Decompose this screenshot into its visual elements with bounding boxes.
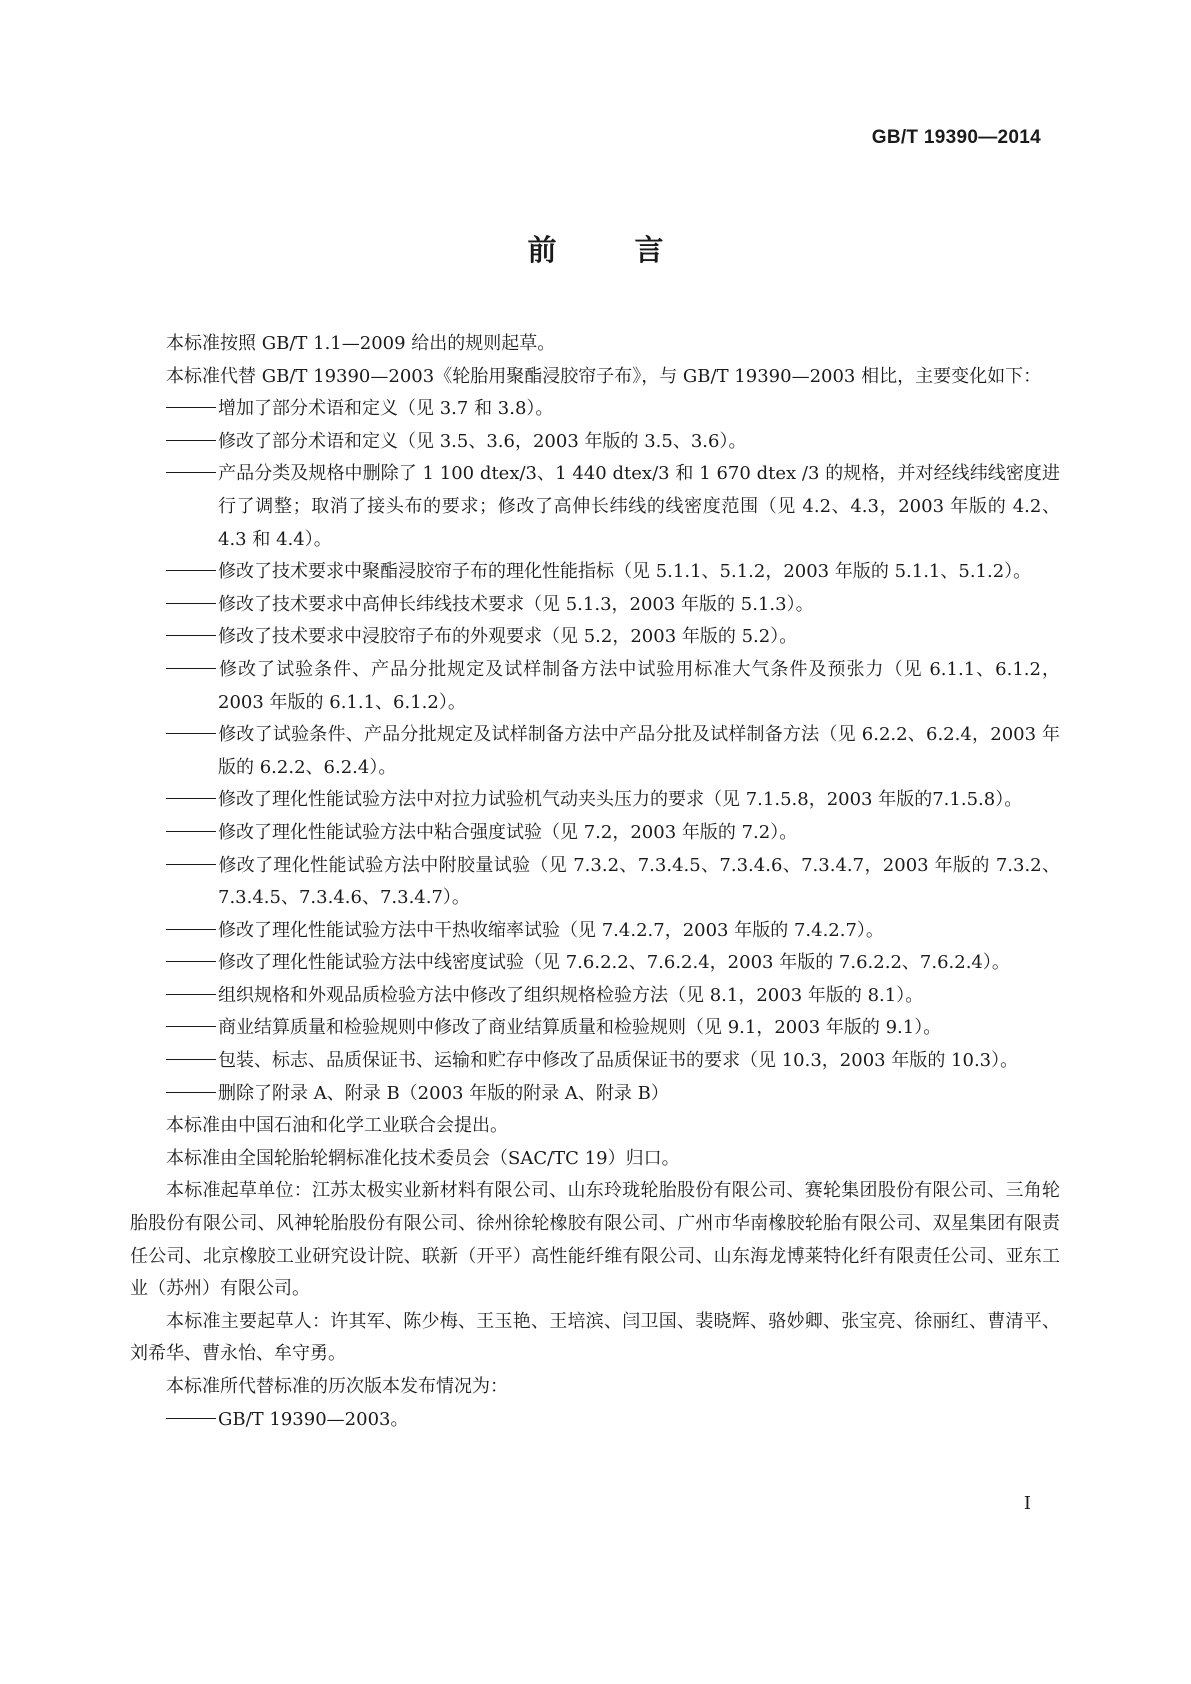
preface-body	[130, 328, 1060, 1436]
change-item: 商业结算质量和检验规则中修改了商业结算质量和检验规则（见 9.1，2003 年版的 9.1）。	[130, 1012, 1060, 1045]
em-dash-marker	[166, 831, 216, 832]
em-dash-marker	[166, 1059, 216, 1060]
paragraph: 本标准由全国轮胎轮辋标准化技术委员会（SAC/TC 19）归口。	[166, 1147, 680, 1169]
em-dash-marker	[166, 603, 216, 604]
em-dash-marker	[166, 864, 216, 865]
em-dash-marker	[166, 407, 216, 408]
change-item: 修改了理化性能试验方法中附胶量试验（见 7.3.2、7.3.4.5、7.3.4.6、7.3.4.7，2003 年版的 7.3.2、7.3.4.5、7.3.4.6、7.3.4.7）。	[130, 850, 1060, 915]
em-dash-marker	[166, 994, 216, 995]
standard-code: GB/T 19390—2014	[871, 127, 1041, 148]
em-dash-marker	[166, 1418, 216, 1419]
paragraph: 本标准主要起草人：许其军、陈少梅、王玉艳、王培滨、闫卫国、裴晓辉、骆妙卿、张宝亮、徐丽红、曹清平、刘希华、曹永怡、牟守勇。	[130, 1310, 1060, 1365]
change-item: 修改了理化性能试验方法中干热收缩率试验（见 7.4.2.7，2003 年版的 7.4.2.7）。	[130, 915, 1060, 948]
paragraph: 本标准起草单位：江苏太极实业新材料有限公司、山东玲珑轮胎股份有限公司、赛轮集团股份有限公司、三角轮胎股份有限公司、风神轮胎股份有限公司、徐州徐轮橡胶有限公司、广州市华南橡胶轮胎有限公司、双星集团有限责任公司、北京橡胶工业研究设计院、联新（开平）高性能纤维有限公司、山东海龙博莱特化纤有限责任公司、亚东工业（苏州）有限公司。	[130, 1180, 1060, 1300]
change-item: 删除了附录 A、附录 B（2003 年版的附录 A、附录 B）	[130, 1078, 1060, 1111]
paragraph: 本标准所代替标准的历次版本发布情况为：	[166, 1376, 508, 1397]
em-dash-marker	[166, 798, 216, 799]
change-item: 修改了理化性能试验方法中对拉力试验机气动夹头压力的要求（见 7.1.5.8，2003 年版的7.1.5.8）。	[130, 784, 1060, 817]
em-dash-marker	[166, 635, 216, 636]
em-dash-marker	[166, 1092, 216, 1093]
em-dash-marker	[166, 472, 216, 473]
change-item: 修改了技术要求中浸胶帘子布的外观要求（见 5.2，2003 年版的 5.2）。	[130, 621, 1060, 654]
paragraph: 本标准按照 GB/T 1.1—2009 给出的规则起草。	[166, 333, 556, 354]
change-item: 修改了理化性能试验方法中粘合强度试验（见 7.2，2003 年版的 7.2）。	[130, 817, 1060, 850]
em-dash-marker	[166, 733, 216, 734]
change-item: 包装、标志、品质保证书、运输和贮存中修改了品质保证书的要求（见 10.3，2003 年版的 10.3）。	[130, 1045, 1060, 1078]
change-item: 修改了试验条件、产品分批规定及试样制备方法中产品分批及试样制备方法（见 6.2.2、6.2.4，2003 年版的 6.2.2、6.2.4）。	[130, 719, 1060, 784]
em-dash-marker	[166, 1026, 216, 1027]
em-dash-marker	[166, 440, 216, 441]
change-item: 增加了部分术语和定义（见 3.7 和 3.8）。	[130, 393, 1060, 426]
change-item: 产品分类及规格中删除了 1 100 dtex/3、1 440 dtex/3 和 1 670 dtex /3 的规格，并对经线纬线密度进行了调整；取消了接头布的要求；修改了高伸长纬线的线密度范围（见 4.2、4.3，2003 年版的 4.2、4.3 和 4.4）。	[130, 458, 1060, 556]
paragraph: 本标准由中国石油和化学工业联合会提出。	[166, 1115, 508, 1137]
em-dash-marker	[166, 668, 216, 669]
change-item: 修改了理化性能试验方法中线密度试验（见 7.6.2.2、7.6.2.4，2003 年版的 7.6.2.2、7.6.2.4）。	[130, 947, 1060, 980]
page-title: 前 言	[527, 233, 698, 267]
change-item: 修改了部分术语和定义（见 3.5、3.6，2003 年版的 3.5、3.6）。	[130, 426, 1060, 459]
em-dash-marker	[166, 961, 216, 962]
change-item: 修改了试验条件、产品分批规定及试样制备方法中试验用标准大气条件及预张力（见 6.1.1、6.1.2，2003 年版的 6.1.1、6.1.2）。	[130, 654, 1060, 719]
paragraph: 本标准代替 GB/T 19390—2003《轮胎用聚酯浸胶帘子布》，与 GB/T 19390—2003 相比，主要变化如下：	[166, 365, 1042, 387]
page-number: I	[1023, 1493, 1031, 1514]
em-dash-marker	[166, 929, 216, 930]
em-dash-marker	[166, 570, 216, 571]
change-item: 修改了技术要求中高伸长纬线技术要求（见 5.1.3，2003 年版的 5.1.3）。	[130, 589, 1060, 622]
change-item: 修改了技术要求中聚酯浸胶帘子布的理化性能指标（见 5.1.1、5.1.2，2003 年版的 5.1.1、5.1.2）。	[130, 556, 1060, 589]
history-item: GB/T 19390—2003。	[130, 1404, 1060, 1437]
change-item: 组织规格和外观品质检验方法中修改了组织规格检验方法（见 8.1，2003 年版的 8.1）。	[130, 980, 1060, 1013]
